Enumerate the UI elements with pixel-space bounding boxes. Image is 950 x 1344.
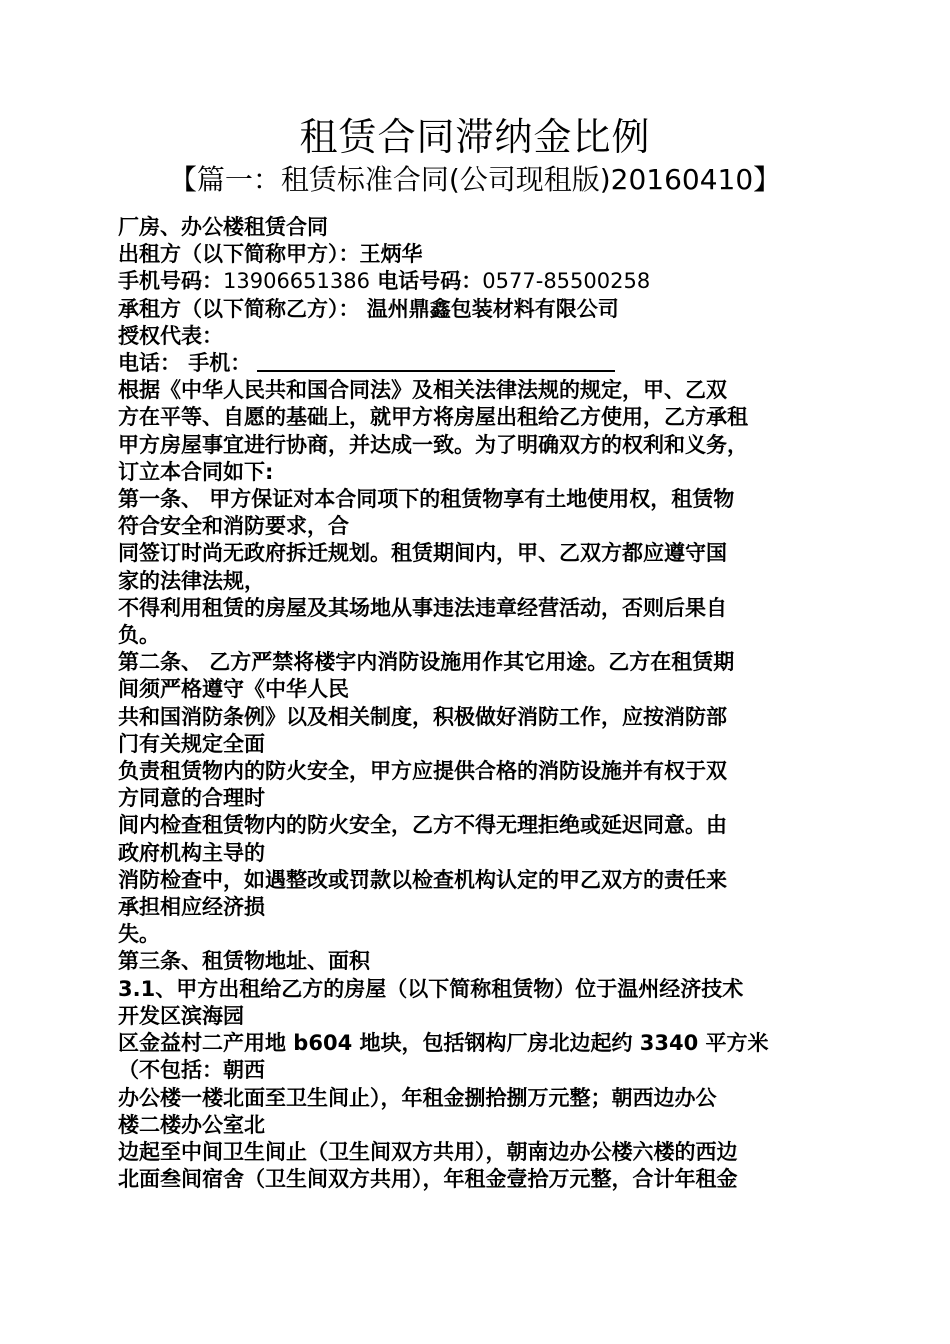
phone-label: 手机号码：: [118, 269, 223, 294]
text-line: 3.1、甲方出租给乙方的房屋（以下简称租赁物）位于温州经济技术: [118, 976, 744, 1001]
text-line: 政府机构主导的: [118, 840, 265, 865]
text-line: 不得利用租赁的房屋及其场地从事违法违章经营活动，否则后果自: [118, 595, 727, 620]
page-title: 租赁合同滞纳金比例: [299, 115, 651, 159]
text-line: 消防检查中，如遇整改或罚款以检查机构认定的甲乙双方的责任来: [118, 867, 727, 892]
text-line: 办公楼一楼北面至卫生间止），年租金捌拾捌万元整；朝西边办公: [118, 1085, 717, 1110]
text-line: 间内检查租赁物内的防火安全，乙方不得无理拒绝或延迟同意。由: [118, 813, 727, 838]
text-line: 家的法律法规，: [118, 568, 265, 593]
text-line: 第二条、 乙方严禁将楼宇内消防设施用作其它用途。乙方在租赁期: [118, 650, 735, 675]
text-line: 失。: [118, 922, 160, 947]
text-line: [118, 268, 838, 295]
phone-number: 13906651386: [223, 269, 370, 294]
text-line: 承担相应经济损: [118, 895, 265, 920]
blank-underline: [257, 350, 615, 372]
text-line: 根据《中华人民共和国合同法》及相关法律法规的规定，甲、乙双: [118, 378, 727, 403]
text-line: 授权代表：: [118, 323, 223, 348]
text-line: 共和国消防条例》以及相关制度，积极做好消防工作，应按消防部: [118, 704, 727, 729]
text-line: 负责租赁物内的防火安全，甲方应提供合格的消防设施并有权于双: [118, 759, 727, 784]
text-line: 同签订时尚无政府拆迁规划。租赁期间内，甲、乙双方都应遵守国: [118, 541, 727, 566]
text-line: 承租方（以下简称乙方）： 温州鼎鑫包装材料有限公司: [118, 296, 619, 321]
text-line: 北面叁间宿舍（卫生间双方共用），年租金壹拾万元整，合计年租金: [118, 1167, 738, 1192]
contact-label: 电话： 手机：: [118, 351, 252, 376]
text-line: 方在平等、自愿的基础上，就甲方将房屋出租给乙方使用，乙方承租: [118, 405, 748, 430]
text-line: （不包括：朝西: [118, 1058, 265, 1083]
text-line: 开发区滨海园: [118, 1003, 244, 1028]
text-line: 第一条、 甲方保证对本合同项下的租赁物享有土地使用权，租赁物: [118, 487, 735, 512]
text-line: 方同意的合理时: [118, 786, 265, 811]
text-line: 订立本合同如下:: [118, 459, 274, 484]
text-line: 符合安全和消防要求，合: [118, 514, 349, 539]
text-line: 出租方（以下简称甲方）：王炳华: [118, 242, 423, 267]
page-subtitle: 【篇一：租赁标准合同(公司现租版)20160410】: [168, 163, 782, 196]
text-line: 间须严格遵守《中华人民: [118, 677, 349, 702]
text-line: 楼二楼办公室北: [118, 1112, 265, 1137]
text-line: 门有关规定全面: [118, 731, 265, 756]
text-line: 边起至中间卫生间止（卫生间双方共用），朝南边办公楼六楼的西边: [118, 1139, 738, 1164]
contract-body: [118, 214, 838, 1193]
tel-label: 电话号码：: [369, 269, 483, 294]
text-line: 甲方房屋事宜进行协商，并达成一致。为了明确双方的权利和义务，: [118, 432, 748, 457]
text-line: 厂房、办公楼租赁合同: [118, 215, 328, 239]
text-line: 第三条、租赁物地址、面积: [118, 949, 370, 974]
tel-number: 0577-85500258: [482, 269, 651, 294]
text-line: [118, 350, 838, 377]
text-line: 区金益村二产用地 b604 地块，包括钢构厂房北边起约 3340 平方米: [118, 1031, 769, 1056]
text-line: 负。: [118, 623, 160, 648]
